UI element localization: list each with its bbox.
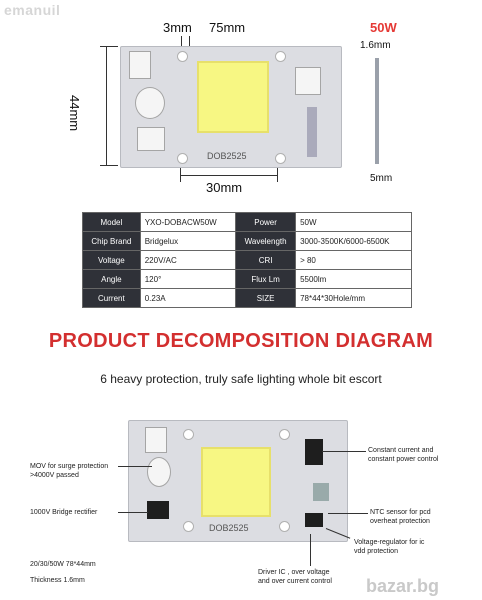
constant-leader-line — [322, 451, 366, 452]
mount-hole-bottom-left — [177, 153, 188, 164]
thickness-annotation: Thickness 1.6mm — [30, 577, 85, 584]
mount-hole — [279, 429, 290, 440]
mount-hole-bottom-right — [275, 153, 286, 164]
decomposition-subtitle: 6 heavy protection, truly safe lighting whole bit escort — [100, 372, 382, 386]
chip-width-label: 30mm — [206, 180, 243, 195]
mov-leader-line — [118, 466, 152, 467]
spec-key: Wavelength — [236, 232, 296, 251]
spec-value: 5500lm — [296, 270, 412, 289]
spec-key: SIZE — [236, 289, 296, 308]
spec-key: CRI — [236, 251, 296, 270]
spec-value: 220V/AC — [140, 251, 235, 270]
side-gap-label: 5mm — [370, 173, 393, 184]
table-row — [83, 270, 412, 289]
table-row — [83, 289, 412, 308]
height-dim-line-top — [100, 46, 118, 47]
driver-leader-line — [310, 534, 311, 566]
spec-key: Model — [83, 213, 141, 232]
mov-annotation: MOV for surge protection >4000V passed — [30, 463, 109, 479]
table-row — [83, 232, 412, 251]
ntc-sensor-component — [313, 483, 329, 501]
spec-key: Power — [236, 213, 296, 232]
mount-hole-top-left — [177, 51, 188, 62]
margin-dim-label: 3mm — [163, 20, 192, 35]
spec-table — [82, 212, 412, 308]
spec-value: 0.23A — [140, 289, 235, 308]
width-dim-label: 75mm — [209, 20, 246, 35]
mov-component — [147, 457, 171, 487]
spec-key: Current — [83, 289, 141, 308]
board-side-profile — [375, 58, 379, 164]
bazar-watermark: bazar.bg — [366, 576, 440, 596]
spec-value: Bridgelux — [140, 232, 235, 251]
driver-ic-component — [305, 513, 323, 527]
spec-value: 3000-3500K/6000-6500K — [296, 232, 412, 251]
watermark: emanuil — [4, 2, 61, 18]
led-board-decomposition — [128, 420, 348, 542]
vreg-annotation: Voltage-regulator for ic vdd protection — [354, 539, 425, 555]
constant-current-component — [305, 439, 323, 465]
bridge-leader-line — [118, 512, 148, 513]
spec-key: Angle — [83, 270, 141, 289]
spec-key: Voltage — [83, 251, 141, 270]
table-row — [83, 213, 412, 232]
decomposition-title: PRODUCT DECOMPOSITION DIAGRAM — [48, 330, 434, 352]
spec-value: YXO-DOBACW50W — [140, 213, 235, 232]
spec-value: 120° — [140, 270, 235, 289]
driver-ic-annotation: Driver IC , over voltage and over current control — [258, 569, 332, 585]
board-label: DOB2525 — [207, 151, 247, 161]
component-strip — [307, 107, 317, 157]
spec-value: 78*44*30Hole/mm — [296, 289, 412, 308]
size-annotation: 20/30/50W 78*44mm — [30, 561, 96, 568]
spec-key: Chip Brand — [83, 232, 141, 251]
board-label: DOB2525 — [209, 523, 249, 533]
mount-hole-top-right — [275, 51, 286, 62]
ntc-leader-line — [328, 513, 368, 514]
fuse-component — [145, 427, 167, 453]
bridge-annotation: 1000V Bridge rectifier — [30, 509, 98, 516]
mount-hole — [183, 429, 194, 440]
height-dim-label: 44mm — [67, 95, 82, 132]
mov-component — [135, 87, 165, 119]
chip-dim-line — [180, 175, 278, 176]
led-chip — [197, 61, 269, 133]
bridge-rectifier-component — [147, 501, 169, 519]
thickness-label: 1.6mm — [360, 40, 391, 51]
spec-value: 50W — [296, 213, 412, 232]
constant-control-annotation: Constant current and constant power control — [368, 447, 439, 463]
driver-component — [295, 67, 321, 95]
fuse-component — [129, 51, 151, 79]
table-row — [83, 251, 412, 270]
height-dim-line-bottom — [100, 165, 118, 166]
power-label: 50W — [370, 20, 397, 35]
led-board-top-view — [120, 46, 342, 168]
mount-hole — [183, 521, 194, 532]
height-dim-line — [106, 46, 107, 166]
mount-hole — [279, 521, 290, 532]
led-chip — [201, 447, 271, 517]
rectifier-component — [137, 127, 165, 151]
spec-value: > 80 — [296, 251, 412, 270]
ntc-annotation: NTC sensor for pcd overheat protection — [370, 509, 431, 525]
spec-key: Flux Lm — [236, 270, 296, 289]
top-diagram — [0, 0, 482, 205]
